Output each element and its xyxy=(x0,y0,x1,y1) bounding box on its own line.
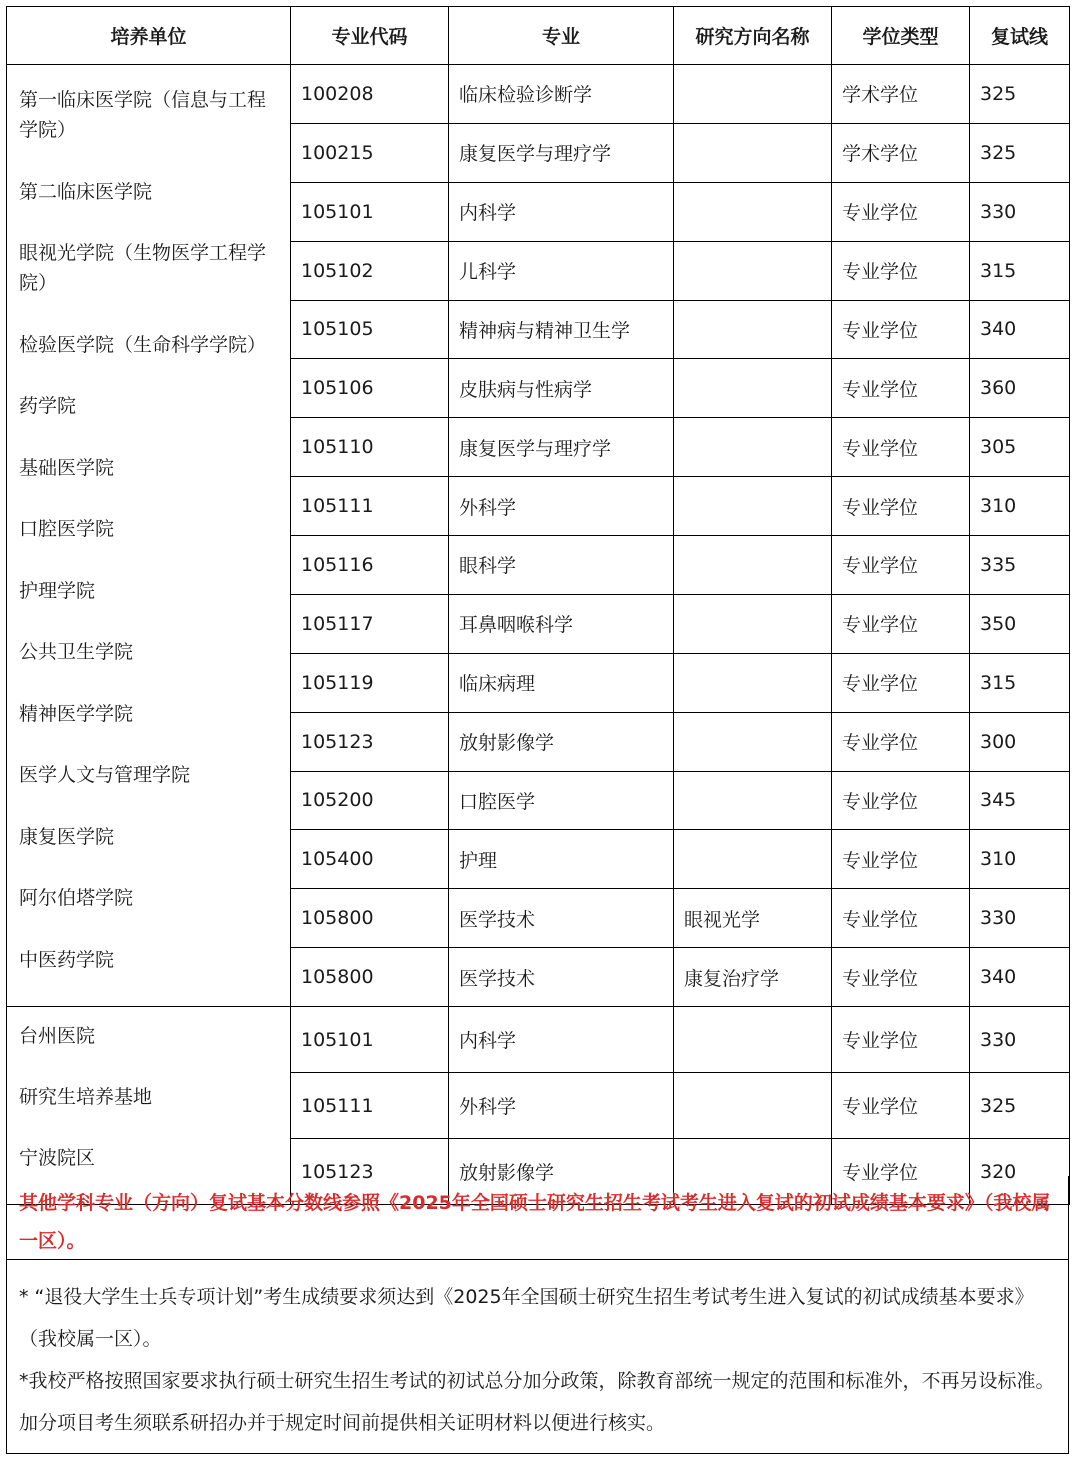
score-table xyxy=(6,6,1070,1205)
unit-name: 研究生培养基地 xyxy=(19,1086,153,1108)
degree-cell: 专业学位 xyxy=(832,948,970,1007)
score-cell: 330 xyxy=(970,182,1070,241)
code-cell: 105111 xyxy=(291,1073,449,1139)
header-code: 专业代码 xyxy=(291,7,449,65)
unit-name: 检验医学院（生命科学学院） xyxy=(19,333,267,356)
unit-name: 眼视光学院（生物医学工程学院） xyxy=(19,242,267,294)
major-cell: 康复医学与理疗学 xyxy=(449,418,674,477)
unit-name: 阿尔伯塔学院 xyxy=(19,887,134,909)
major-cell: 外科学 xyxy=(449,1073,674,1139)
header-direction: 研究方向名称 xyxy=(674,7,832,65)
unit-name: 第二临床医学院 xyxy=(19,180,153,203)
score-cell: 360 xyxy=(970,359,1070,418)
table-row xyxy=(7,65,1070,124)
degree-cell: 专业学位 xyxy=(832,1139,970,1205)
score-cell: 330 xyxy=(970,889,1070,948)
direction-cell xyxy=(674,653,832,712)
major-cell: 外科学 xyxy=(449,477,674,536)
direction-cell xyxy=(674,594,832,653)
header-degree: 学位类型 xyxy=(832,7,970,65)
direction-cell xyxy=(674,712,832,771)
degree-cell: 专业学位 xyxy=(832,536,970,595)
table-row xyxy=(7,1007,1070,1073)
direction-cell: 眼视光学 xyxy=(674,889,832,948)
code-cell: 105105 xyxy=(291,300,449,359)
degree-cell: 学术学位 xyxy=(832,65,970,124)
major-cell: 临床病理 xyxy=(449,653,674,712)
direction-cell xyxy=(674,1073,832,1139)
header-unit: 培养单位 xyxy=(7,7,291,65)
score-cell: 350 xyxy=(970,594,1070,653)
major-cell: 临床检验诊断学 xyxy=(449,65,674,124)
direction-cell xyxy=(674,1007,832,1073)
code-cell: 105119 xyxy=(291,653,449,712)
degree-cell: 专业学位 xyxy=(832,477,970,536)
unit-name: 医学人文与管理学院 xyxy=(19,764,191,786)
score-cell: 320 xyxy=(970,1139,1070,1205)
direction-cell xyxy=(674,830,832,889)
score-cell: 310 xyxy=(970,830,1070,889)
red-note: 其他学科专业（方向）复试基本分数线参照《2025年全国硕士研究生招生考试考生进入复试的初试成绩基本要求》（我校属一区）。 xyxy=(6,1176,1069,1260)
score-cell: 305 xyxy=(970,418,1070,477)
unit-cell xyxy=(7,65,291,1007)
direction-cell: 康复治疗学 xyxy=(674,948,832,1007)
major-cell: 内科学 xyxy=(449,1007,674,1073)
unit-name: 护理学院 xyxy=(19,579,96,602)
unit-name: 口腔医学院 xyxy=(19,518,115,540)
degree-cell: 专业学位 xyxy=(832,653,970,712)
score-cell: 340 xyxy=(970,300,1070,359)
direction-cell xyxy=(674,771,832,830)
major-cell: 眼科学 xyxy=(449,536,674,595)
direction-cell xyxy=(674,182,832,241)
major-cell: 医学技术 xyxy=(449,948,674,1007)
direction-cell xyxy=(674,477,832,536)
unit-name: 基础医学院 xyxy=(19,456,115,479)
major-cell: 口腔医学 xyxy=(449,771,674,830)
direction-cell xyxy=(674,536,832,595)
degree-cell: 专业学位 xyxy=(832,889,970,948)
table-body xyxy=(7,65,1070,1205)
direction-cell xyxy=(674,418,832,477)
code-cell: 100208 xyxy=(291,65,449,124)
major-cell: 皮肤病与性病学 xyxy=(449,359,674,418)
major-cell: 耳鼻咽喉科学 xyxy=(449,594,674,653)
code-cell: 105111 xyxy=(291,477,449,536)
degree-cell: 专业学位 xyxy=(832,1073,970,1139)
major-cell: 精神病与精神卫生学 xyxy=(449,300,674,359)
degree-cell: 专业学位 xyxy=(832,241,970,300)
code-cell: 105102 xyxy=(291,241,449,300)
unit-name: 第一临床医学院（信息与工程学院） xyxy=(19,89,267,141)
score-cell: 345 xyxy=(970,771,1070,830)
score-cell: 310 xyxy=(970,477,1070,536)
code-cell: 105110 xyxy=(291,418,449,477)
direction-cell xyxy=(674,65,832,124)
score-cell: 330 xyxy=(970,1007,1070,1073)
unit-name: 台州医院 xyxy=(19,1025,96,1047)
header-major: 专业 xyxy=(449,7,674,65)
code-cell: 105117 xyxy=(291,594,449,653)
unit-name: 康复医学院 xyxy=(19,825,115,848)
header-row xyxy=(7,7,1070,65)
degree-cell: 专业学位 xyxy=(832,418,970,477)
degree-cell: 专业学位 xyxy=(832,182,970,241)
unit-name: 中医药学院 xyxy=(19,948,115,971)
score-cell: 300 xyxy=(970,712,1070,771)
footnote-1: * “退役大学生士兵专项计划”考生成绩要求须达到《2025年全国硕士研究生招生考试考生进入复试的初试成绩基本要求》（我校属一区）。 xyxy=(19,1286,1034,1350)
direction-cell xyxy=(674,241,832,300)
code-cell: 105800 xyxy=(291,889,449,948)
footnotes xyxy=(6,1260,1069,1454)
code-cell: 105106 xyxy=(291,359,449,418)
score-cell: 325 xyxy=(970,123,1070,182)
major-cell: 康复医学与理疗学 xyxy=(449,123,674,182)
unit-name: 宁波院区 xyxy=(19,1147,96,1169)
degree-cell: 专业学位 xyxy=(832,359,970,418)
major-cell: 医学技术 xyxy=(449,889,674,948)
degree-cell: 专业学位 xyxy=(832,830,970,889)
code-cell: 105116 xyxy=(291,536,449,595)
footnote-2: *我校严格按照国家要求执行硕士研究生招生考试的初试总分加分政策，除教育部统一规定的范围和标准外，不再另设标准。加分项目考生须联系研招办并于规定时间前提供相关证明材料以便进行核实。 xyxy=(19,1370,1055,1434)
code-cell: 105123 xyxy=(291,1139,449,1205)
direction-cell xyxy=(674,300,832,359)
code-cell: 105101 xyxy=(291,1007,449,1073)
code-cell: 100215 xyxy=(291,123,449,182)
major-cell: 内科学 xyxy=(449,182,674,241)
code-cell: 105400 xyxy=(291,830,449,889)
score-cell: 325 xyxy=(970,65,1070,124)
score-cell: 315 xyxy=(970,241,1070,300)
unit-name: 精神医学学院 xyxy=(19,702,134,725)
degree-cell: 专业学位 xyxy=(832,712,970,771)
unit-name: 药学院 xyxy=(19,395,77,417)
score-cell: 335 xyxy=(970,536,1070,595)
score-cell: 340 xyxy=(970,948,1070,1007)
code-cell: 105800 xyxy=(291,948,449,1007)
score-cell: 325 xyxy=(970,1073,1070,1139)
code-cell: 105123 xyxy=(291,712,449,771)
code-cell: 105101 xyxy=(291,182,449,241)
header-score: 复试线 xyxy=(970,7,1070,65)
score-cell: 315 xyxy=(970,653,1070,712)
code-cell: 105200 xyxy=(291,771,449,830)
unit-name: 公共卫生学院 xyxy=(19,641,134,663)
direction-cell xyxy=(674,123,832,182)
unit-cell xyxy=(7,1007,291,1205)
direction-cell xyxy=(674,359,832,418)
major-cell: 儿科学 xyxy=(449,241,674,300)
major-cell: 护理 xyxy=(449,830,674,889)
degree-cell: 专业学位 xyxy=(832,771,970,830)
degree-cell: 专业学位 xyxy=(832,1007,970,1073)
major-cell: 放射影像学 xyxy=(449,712,674,771)
degree-cell: 学术学位 xyxy=(832,123,970,182)
major-cell: 放射影像学 xyxy=(449,1139,674,1205)
degree-cell: 专业学位 xyxy=(832,594,970,653)
degree-cell: 专业学位 xyxy=(832,300,970,359)
